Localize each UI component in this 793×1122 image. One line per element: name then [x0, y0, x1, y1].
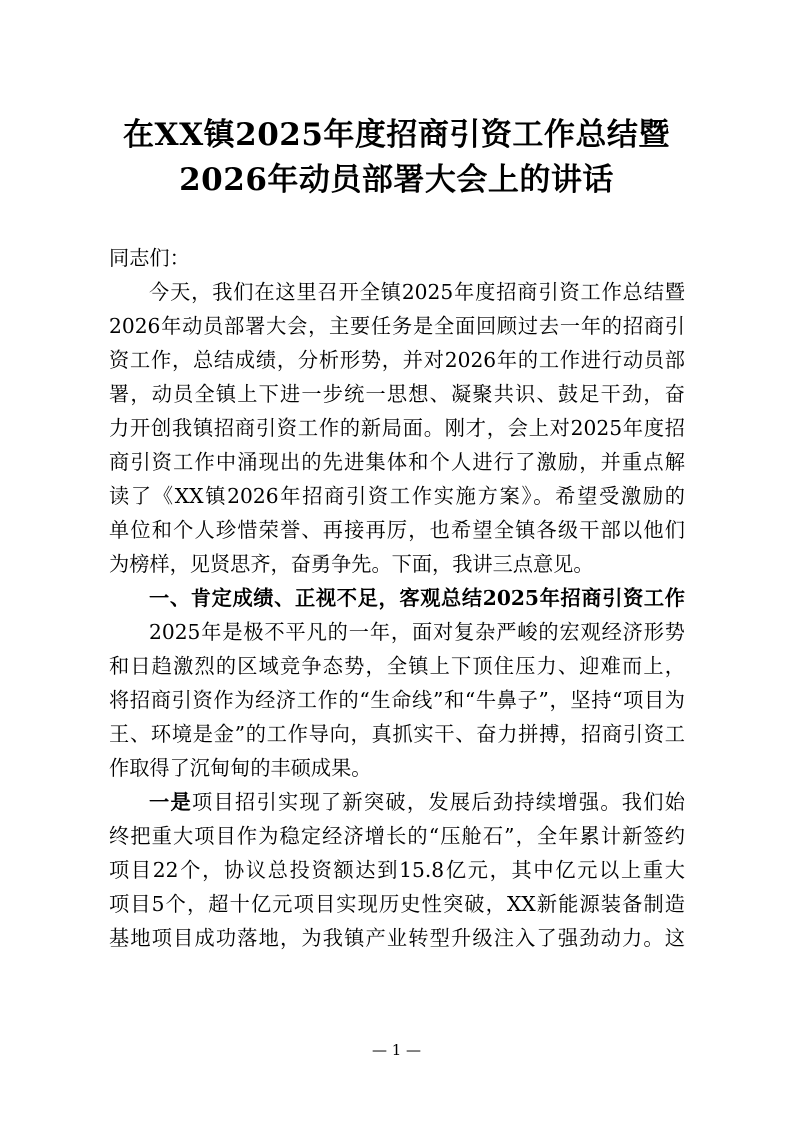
point1-line-5: 基地项目成功落地，为我镇产业转型升级注入了强劲动力。这	[109, 926, 685, 950]
section1-line-4: 王、环境是金”的工作导向，真抓实干、奋力拼搏，招商引资工	[109, 722, 685, 746]
intro-line-2: 2026年动员部署大会，主要任务是全面回顾过去一年的招商引	[109, 314, 685, 338]
intro-line-4: 署，动员全镇上下进一步统一思想、凝聚共识、鼓足干劲，奋	[109, 382, 685, 406]
point1-line-4: 项目5个，超十亿元项目实现历史性突破，XX新能源装备制造	[109, 892, 685, 916]
document-title-line-2: 2026年动员部署大会上的讲话	[179, 162, 614, 198]
point1-lead: 一是	[149, 790, 192, 814]
point1-line-2: 终把重大项目作为稳定经济增长的“压舱石”，全年累计新签约	[109, 824, 685, 848]
section1-line-2: 和日趋激烈的区域竞争态势，全镇上下顶住压力、迎难而上，	[109, 654, 685, 678]
section1-line-3: 将招商引资作为经济工作的“生命线”和“牛鼻子”，坚持“项目为	[109, 688, 685, 712]
intro-line-6: 商引资工作中涌现出的先进集体和个人进行了激励，并重点解	[109, 450, 685, 474]
point1-first-rest: 项目招引实现了新突破，发展后劲持续增强。我们始	[191, 790, 685, 814]
intro-line-9: 为榜样，见贤思齐，奋勇争先。下面，我讲三点意见。	[109, 552, 594, 576]
intro-line-1: 今天，我们在这里召开全镇2025年度招商引资工作总结暨	[149, 280, 685, 304]
intro-line-3: 资工作，总结成绩，分析形势，并对2026年的工作进行动员部	[109, 348, 685, 372]
point1-line-3: 项目22个，协议总投资额达到15.8亿元，其中亿元以上重大	[109, 858, 685, 882]
intro-line-7: 读了《XX镇2026年招商引资工作实施方案》。希望受激励的	[109, 484, 685, 508]
section1-line-5: 作取得了沉甸甸的丰硕成果。	[109, 756, 372, 780]
section1-line-1: 2025年是极不平凡的一年，面对复杂严峻的宏观经济形势	[149, 620, 685, 644]
intro-line-8: 单位和个人珍惜荣誉、再接再厉，也希望全镇各级干部以他们	[109, 518, 685, 542]
intro-line-5: 力开创我镇招商引资工作的新局面。刚才，会上对2025年度招	[109, 416, 685, 440]
section-heading-1: 一、肯定成绩、正视不足，客观总结2025年招商引资工作	[149, 586, 685, 610]
salutation: 同志们：	[109, 246, 190, 270]
document-title-line-1: 在XX镇2025年度招商引资工作总结暨	[123, 117, 670, 153]
page-number: — 1 —	[371, 1041, 422, 1059]
